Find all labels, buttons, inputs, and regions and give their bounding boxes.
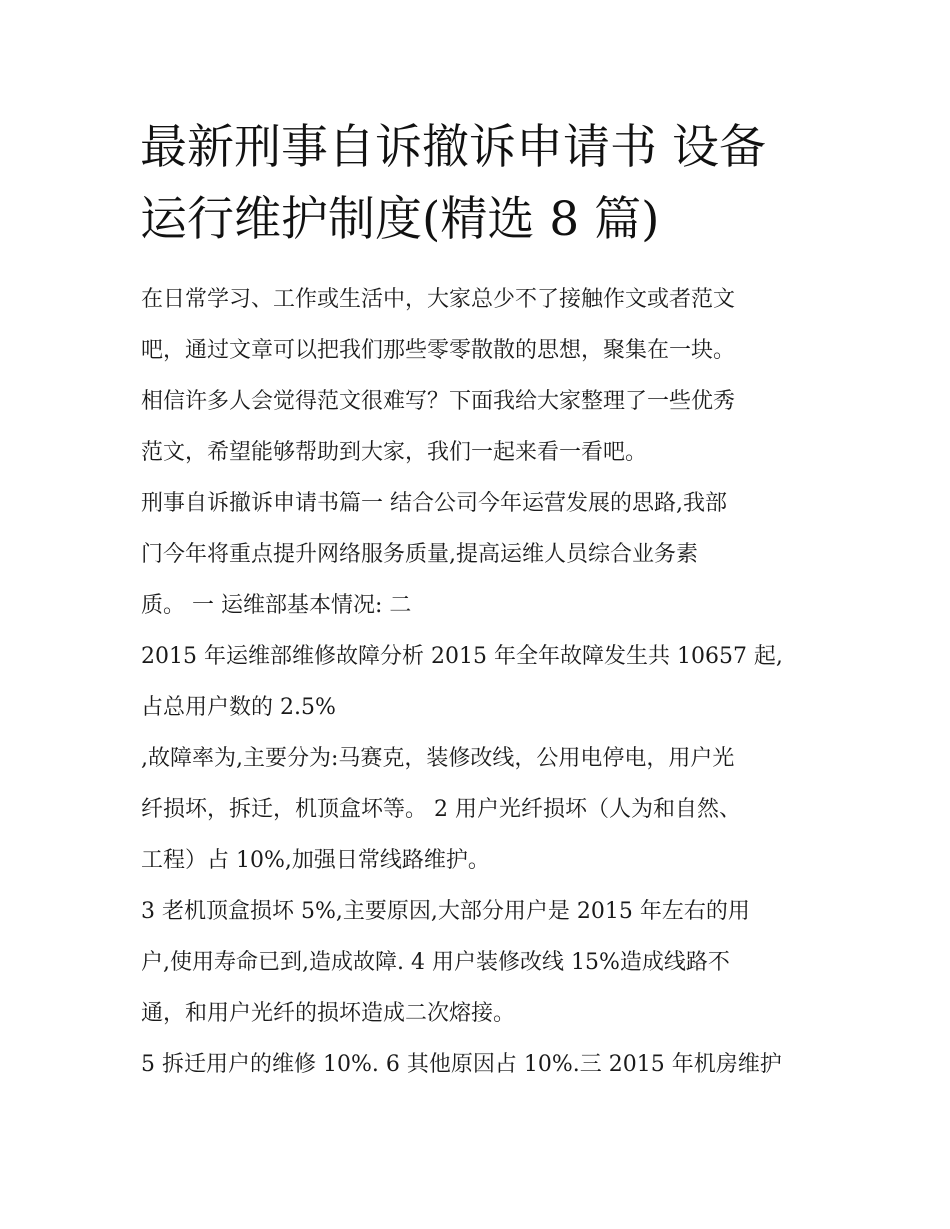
body-line: 通，和用户光纤的损坏造成二次熔接。: [141, 1001, 516, 1026]
body-line: 纤损坏，拆迁，机顶盒坏等。 2 用户光纤损坏（人为和自然、: [141, 797, 741, 822]
body-line: 5 拆迁用户的维修 10%. 6 其他原因占 10%.三 2015 年机房维护: [141, 1052, 782, 1077]
document-body: [141, 274, 831, 1090]
title-line-2: 运行维护制度(精选 8 篇): [140, 192, 660, 247]
body-line: 工程）占 10%,加强日常线路维护。: [141, 848, 490, 873]
body-line: 2015 年运维部维修故障分析 2015 年全年故障发生共 10657 起,: [141, 644, 783, 669]
body-line: 3 老机顶盒损坏 5%,主要原因,大部分用户是 2015 年左右的用: [141, 899, 750, 924]
body-line: 门今年将重点提升网络服务质量,提高运维人员综合业务素: [141, 542, 698, 567]
body-line: 相信许多人会觉得范文很难写？下面我给大家整理了一些优秀: [141, 389, 736, 414]
title-line-1: 最新刑事自诉撤诉申请书 设备: [140, 120, 766, 175]
document-title: [140, 112, 840, 256]
body-line: 吧，通过文章可以把我们那些零零散散的思想，聚集在一块。: [141, 338, 736, 363]
body-line: 刑事自诉撤诉申请书篇一 结合公司今年运营发展的思路,我部: [141, 491, 727, 516]
body-line: ,故障率为,主要分为:马赛克，装修改线，公用电停电，用户光: [141, 746, 735, 771]
body-line: 在日常学习、工作或生活中，大家总少不了接触作文或者范文: [141, 287, 736, 312]
body-line: 户,使用寿命已到,造成故障. 4 用户装修改线 15%造成线路不: [141, 950, 730, 975]
body-line: 占总用户数的 2.5%: [141, 695, 336, 720]
body-line: 质。 一 运维部基本情况: 二: [141, 593, 412, 618]
body-line: 范文，希望能够帮助到大家，我们一起来看一看吧。: [141, 440, 648, 465]
